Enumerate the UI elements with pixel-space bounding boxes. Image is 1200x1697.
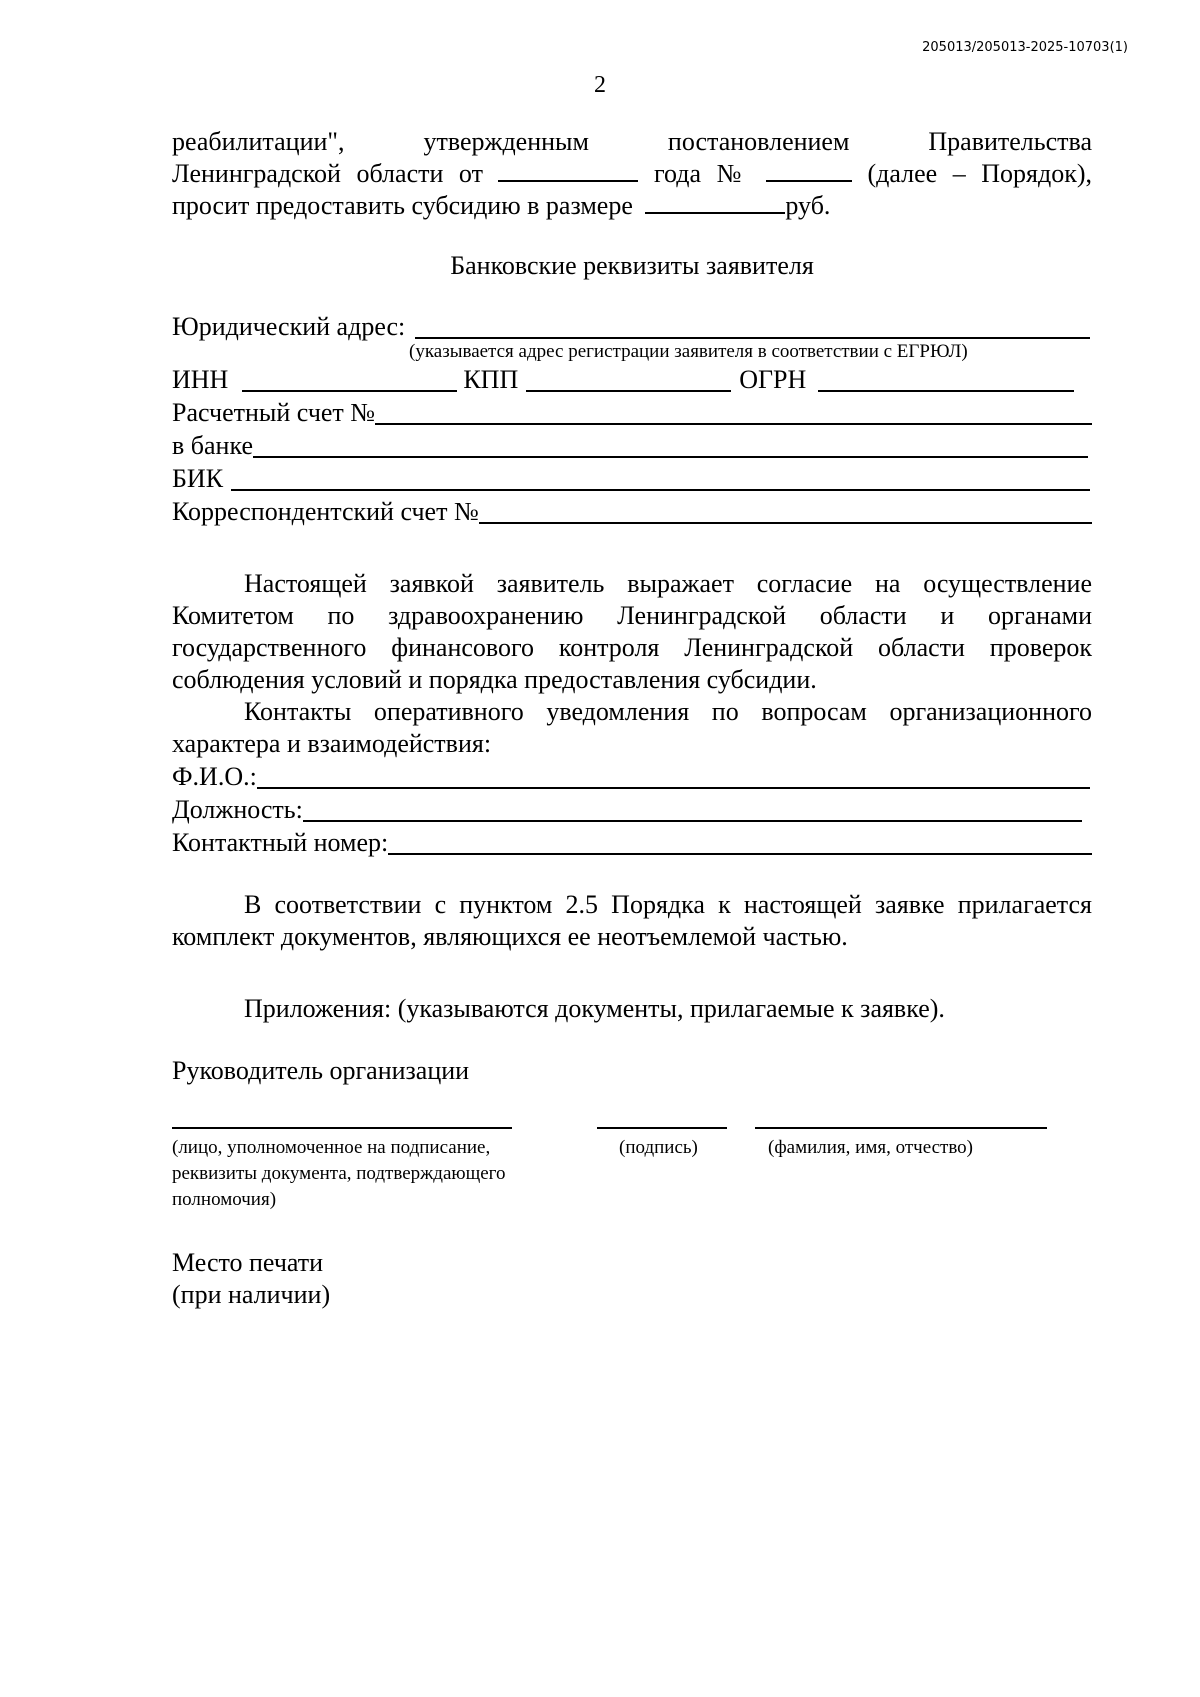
- contacts-intro: Контакты оперативного уведомления по вопросам организационного характера и взаимодействия:: [172, 697, 1092, 758]
- fio-row: [172, 760, 1092, 793]
- legal-address-row: [172, 310, 1092, 343]
- inn-kpp-ogrn-row: [172, 363, 1092, 396]
- intro-line-3: [172, 190, 1092, 222]
- bik-row: [172, 462, 1092, 495]
- authorized-person-line: [172, 1127, 512, 1129]
- ogrn-label: ОГРН: [739, 365, 807, 394]
- bik-blank: [231, 467, 1090, 491]
- intro-line-1: реабилитации", утвержденным постановлением Правительства: [172, 127, 1092, 156]
- seal-line-1: Место печати: [172, 1248, 324, 1277]
- legal-address-label: Юридический адрес:: [172, 312, 406, 341]
- intro-line-2-text-c: (далее – Порядок),: [867, 159, 1092, 188]
- bank-heading: Банковские реквизиты заявителя: [450, 251, 814, 280]
- bik-label: БИК: [172, 464, 224, 493]
- bank-name-row: [172, 429, 1092, 462]
- corr-account-row: [172, 495, 1092, 528]
- intro-line-2-text-b: года №: [654, 159, 751, 188]
- phone-blank: [388, 831, 1092, 855]
- kpp-blank: [526, 368, 731, 392]
- kpp-label: КПП: [463, 365, 519, 394]
- inn-label: ИНН: [172, 365, 229, 394]
- signature-caption: (подпись): [619, 1137, 698, 1158]
- fio-label: Ф.И.О.:: [172, 762, 257, 791]
- document-body: [172, 126, 1092, 1311]
- legal-address-blank: [415, 315, 1090, 339]
- legal-address-hint: (указывается адрес регистрации заявителя в соответствии с ЕГРЮЛ): [409, 341, 968, 362]
- subsidy-amount-blank: [645, 190, 785, 214]
- seal-line-2: (при наличии): [172, 1280, 331, 1309]
- head-label: Руководитель организации: [172, 1056, 470, 1085]
- account-blank: [375, 401, 1092, 425]
- intro-line-3-text-a: просит предоставить субсидию в размере: [172, 191, 633, 220]
- bank-name-blank: [253, 434, 1088, 458]
- fio-blank: [257, 765, 1090, 789]
- signature-block: [172, 1127, 1092, 1247]
- intro-line-3-text-b: руб.: [785, 191, 831, 220]
- position-label: Должность:: [172, 795, 303, 824]
- inn-blank: [242, 368, 457, 392]
- position-blank: [303, 798, 1082, 822]
- corr-account-label: Корреспондентский счет №: [172, 497, 479, 526]
- full-name-line: [755, 1127, 1047, 1129]
- authorized-person-caption: (лицо, уполномоченное на подписание, реквизиты документа, подтверждающего полномочия): [172, 1137, 506, 1210]
- signature-line: [597, 1127, 727, 1129]
- decree-number-blank: [766, 158, 852, 182]
- document-id: 205013/205013-2025-10703(1): [922, 40, 1128, 55]
- attachments-paragraph: В соответствии с пунктом 2.5 Порядка к настоящей заявке прилагается комплект документов, являющихся ее неотъемлемой частью.: [172, 890, 1092, 951]
- phone-label: Контактный номер:: [172, 828, 389, 857]
- decree-date-blank: [498, 158, 638, 182]
- bank-name-label: в банке: [172, 431, 253, 460]
- account-label: Расчетный счет №: [172, 398, 376, 427]
- attachments-list: Приложения: (указываются документы, прилагаемые к заявке).: [244, 994, 945, 1023]
- consent-paragraph: Настоящей заявкой заявитель выражает согласие на осуществление Комитетом по здравоохранению Ленинградской области и органами государственного финансового контроля Ленинградской области проверок соблюдения условий и порядка предоставления субсидии.: [172, 569, 1092, 694]
- full-name-caption: (фамилия, имя, отчество): [768, 1137, 974, 1158]
- ogrn-blank: [818, 368, 1074, 392]
- phone-row: [172, 826, 1092, 859]
- page-number: 2: [594, 72, 606, 98]
- intro-line-2-text-a: Ленинградской области от: [172, 159, 483, 188]
- intro-line-2: [172, 158, 1092, 190]
- corr-account-blank: [479, 500, 1092, 524]
- position-row: [172, 793, 1092, 826]
- account-row: [172, 396, 1092, 429]
